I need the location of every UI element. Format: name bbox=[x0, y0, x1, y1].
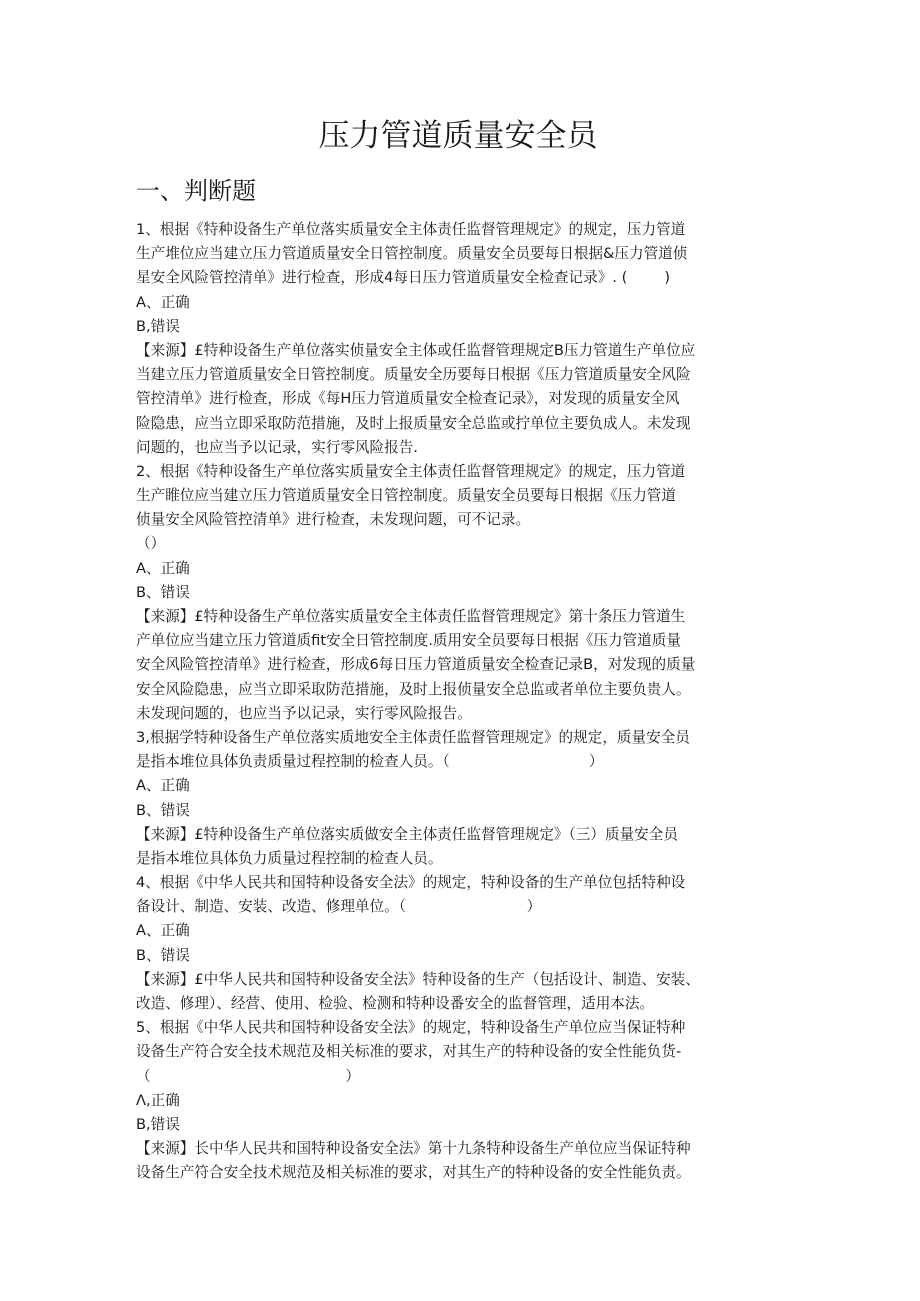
text-line: A、正确 bbox=[136, 922, 190, 940]
text-line: 【来源】£特种设备生产单位落实侦量安全主体或任监督管理规定B压力管道生产单位应 bbox=[136, 341, 696, 359]
text-line: 是指本堆位具体负力质量过程控制的检查人员。 bbox=[136, 849, 443, 867]
text-line: 1、根据《特种设备生产单位落实质量安全主体责任监督管理规定》的规定，压力管道 bbox=[136, 221, 686, 238]
text-line: 产单位应当建立压力管道质fit安全日管控制度.质用安全员要每日根据《压力管道质量 bbox=[136, 632, 681, 650]
text-line: 5、根据《中华人民共和国特种设备安全法》的规定，特种设备生产单位应当保证特种 bbox=[136, 1019, 686, 1037]
text-line: （ ） bbox=[136, 1067, 361, 1085]
text-line: A、正确 bbox=[136, 777, 190, 795]
text-line: 生产堆位应当建立压力管道质量安全日管控制度。质量安全员要每日根据&压力管道侦 bbox=[136, 245, 688, 263]
text-line: 管控清单》进行检查，形成《每H压力管道质量安全检查记录》，对发现的质量安全风 bbox=[136, 390, 680, 408]
text-line: B,错误 bbox=[136, 317, 180, 335]
text-line: 【来源】£特种设备生产单位落实质做安全主体责任监督管理规定》（三）质量安全员 bbox=[136, 825, 678, 843]
text-line: B、错误 bbox=[136, 801, 190, 819]
text-line: 安全风险管控清单》进行检查，形成6每日压力管道质量安全检查记录B，对发现的质量 bbox=[136, 656, 696, 674]
text-line: 侦量安全风险管控清单》进行检查，未发现问题，可不记录。 bbox=[136, 511, 531, 529]
text-line: B,错误 bbox=[136, 1115, 180, 1133]
text-line: 备设计、制造、安装、改造、修理单位。（ ） bbox=[136, 898, 542, 916]
text-line: 问题的，也应当予以记录，实行零风险报告. bbox=[136, 438, 418, 456]
text-line: A、正确 bbox=[136, 559, 190, 577]
text-line: 改造、修理）、经营、使用、检验、检测和特种设番安全的监督管理，适用本法。 bbox=[136, 995, 655, 1012]
text-line: 安全风险隐患，应当立即采取防范措施，及时上报侦量安全总监或者单位主要负贵人。 bbox=[136, 680, 691, 698]
text-line: 险隐患，应当立即采取防范措施，及时上报质量安全总监或拧单位主要负成人。未发现 bbox=[136, 414, 691, 432]
text-line: 生产睢位应当建立压力管道质量安全日管控制度。质量安全员要每日根据《压力管道 bbox=[136, 487, 676, 505]
text-line: 设备生产符合安全技术规范及相关标准的要求，对其生产的特种设备的安全性能负货- bbox=[136, 1043, 682, 1061]
section-heading: 一、判断题 bbox=[136, 177, 256, 205]
text-line: 【来源】£特种设备生产单位落实质量安全主体责任监督管理规定》第十条压力管道生 bbox=[136, 608, 686, 625]
text-line: B、错误 bbox=[136, 583, 190, 601]
text-line: 星安全风险管控清单》进行检查，形成4每日压力管道质量安全检查记录》. ( ) bbox=[136, 269, 671, 287]
text-line: （） bbox=[136, 535, 166, 553]
text-line: Λ,正确 bbox=[136, 1091, 180, 1109]
text-line: B、错误 bbox=[136, 946, 190, 964]
text-line: 【来源】£中华人民共和国特种设备安全法》特种设备的生产（包括设计、制造、安装、 bbox=[136, 970, 700, 988]
question-list bbox=[136, 218, 786, 1186]
text-line: 4、根据《中华人民共和国特种设备安全法》的规定，特种设备的生产单位包括特种设 bbox=[136, 874, 686, 892]
text-line: 未发现问题的，也应当予以记录，实行零风险报告。 bbox=[136, 704, 472, 722]
text-line: A、正确 bbox=[136, 293, 190, 311]
text-line: 是指本堆位具体负责质量过程控制的检查人员。（ ） bbox=[136, 753, 604, 771]
text-line: 设备生产符合安全技术规范及相关标准的要求，对其生产的特种设备的安全性能负责。 bbox=[136, 1164, 691, 1182]
text-line: 当建立压力管道质量安全日管控制度。质量安全历要每日根据《压力管道质量安全风险 bbox=[136, 366, 691, 384]
text-line: 【来源】长中华人民共和国特种设备安全法》第十九条特种设备生产单位应当保证特种 bbox=[136, 1140, 691, 1158]
text-line: 2、根据《特种设备生产单位落实质量安全主体责任监督管理规定》的规定，压力管道 bbox=[136, 462, 686, 480]
document-title: 压力管道质量安全员 bbox=[318, 118, 598, 154]
text-line: 3,根据学特种设备生产单位落实质地安全主体责任监督管理规定》的规定，质量安全员 bbox=[136, 728, 690, 746]
